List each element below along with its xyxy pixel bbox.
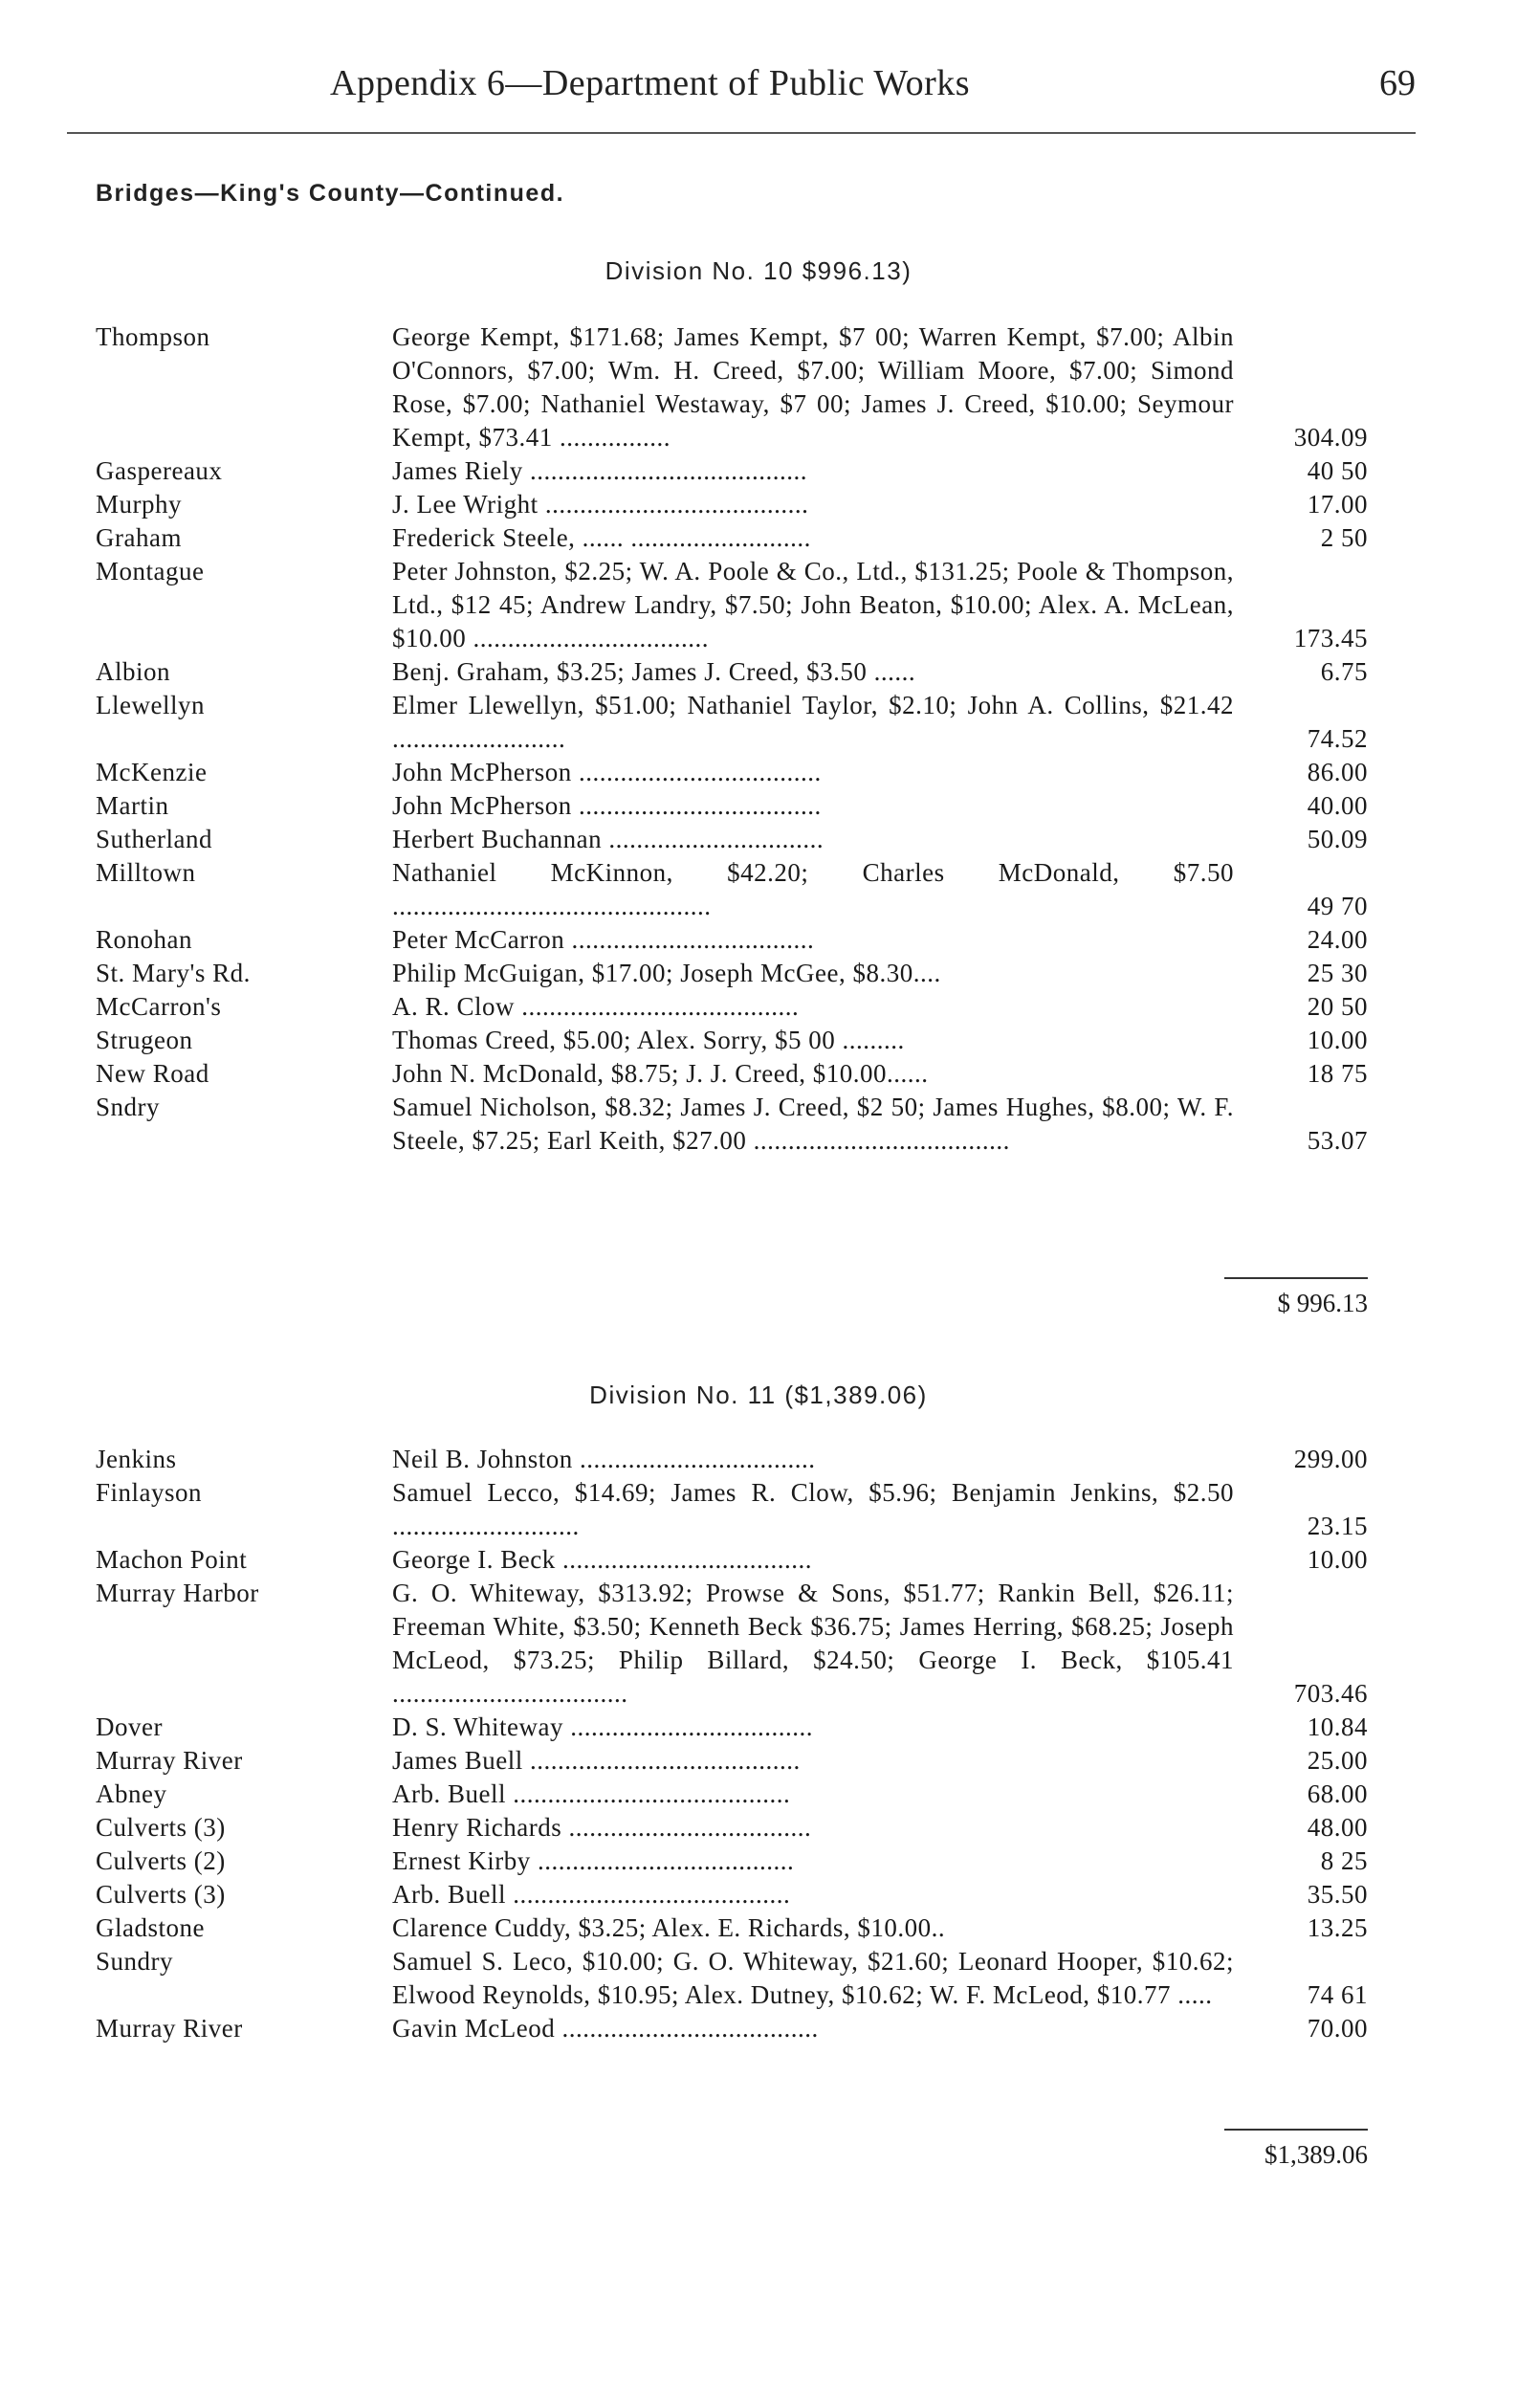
table-row (96, 756, 1368, 789)
place-name: St. Mary's Rd. (96, 959, 251, 987)
amount: 13.25 (1307, 1913, 1368, 1942)
place-name: Culverts (3) (96, 1880, 226, 1909)
place-name: Sutherland (96, 825, 212, 853)
amount: 24.00 (1307, 925, 1368, 954)
table-row (96, 823, 1368, 856)
payee-details: Samuel Nicholson, $8.32; James J. Creed, $2 50; James Hughes, $8.00; W. F. Steele, $7.25; Earl Keith, $27.00 ..................................... (392, 1093, 1234, 1155)
table-row (96, 1711, 1368, 1744)
table-row (96, 1911, 1368, 1945)
place-name: Ronohan (96, 925, 192, 954)
amount: 20 50 (1307, 992, 1368, 1021)
amount: 86.00 (1307, 758, 1368, 786)
table-row (96, 555, 1368, 655)
table-row (96, 856, 1368, 923)
payee-details: Clarence Cuddy, $3.25; Alex. E. Richards, $10.00.. (392, 1913, 946, 1942)
amount: 10.00 (1307, 1026, 1368, 1054)
table-row (96, 1443, 1368, 1476)
total-rule (1224, 1277, 1368, 1279)
payee-details: Thomas Creed, $5.00; Alex. Sorry, $5 00 ......... (392, 1026, 905, 1054)
amount: 8 25 (1320, 1846, 1368, 1875)
payee-details: Nathaniel McKinnon, $42.20; Charles McDonald, $7.50 .............................................. (392, 858, 1234, 920)
table-row (96, 990, 1368, 1024)
table-row (96, 789, 1368, 823)
amount: 25 30 (1307, 959, 1368, 987)
amount: 304.09 (1293, 423, 1368, 452)
payee-details: Samuel Lecco, $14.69; James R. Clow, $5.96; Benjamin Jenkins, $2.50 ........................... (392, 1478, 1234, 1540)
division-10-total (1224, 1277, 1368, 1318)
place-name: Murphy (96, 490, 182, 519)
table-row (96, 488, 1368, 521)
place-name: Strugeon (96, 1026, 193, 1054)
payee-details: D. S. Whiteway ................................... (392, 1712, 813, 1741)
amount: 10.84 (1307, 1712, 1368, 1741)
amount: 53.07 (1307, 1126, 1368, 1155)
place-name: Thompson (96, 322, 210, 351)
total-rule (1224, 2129, 1368, 2131)
table-row (96, 1057, 1368, 1091)
table-row (96, 1845, 1368, 1878)
division-10-total-value: $ 996.13 (1277, 1289, 1368, 1317)
payee-details: John McPherson ................................... (392, 791, 822, 820)
header-rule (67, 132, 1416, 134)
payee-details: Henry Richards ................................... (392, 1813, 812, 1842)
payee-details: Neil B. Johnston .................................. (392, 1445, 816, 1473)
place-name: Machon Point (96, 1545, 248, 1574)
place-name: Murray River (96, 2014, 243, 2043)
place-name: Gladstone (96, 1913, 205, 1942)
table-row (96, 1543, 1368, 1577)
payee-details: Benj. Graham, $3.25; James J. Creed, $3.50 ...... (392, 657, 916, 686)
payee-details: James Riely ........................................ (392, 456, 807, 485)
amount: 6.75 (1320, 657, 1368, 686)
amount: 703.46 (1293, 1679, 1368, 1708)
payee-details: James Buell ....................................... (392, 1746, 801, 1775)
table-row (96, 521, 1368, 555)
amount: 25.00 (1307, 1746, 1368, 1775)
page-number: 69 (1379, 63, 1416, 103)
table-row (96, 1744, 1368, 1778)
payee-details: George Kempt, $171.68; James Kempt, $7 00; Warren Kempt, $7.00; Albin O'Connors, $7.00; Wm. H. Creed, $7.00; William Moore, $7.00; Simond Rose, $7.00; Nathaniel Westaway, $7 00; James J. Creed, $10.00; Seymour Kempt, $73.41 ................ (392, 322, 1234, 452)
table-row (96, 689, 1368, 756)
amount: 23.15 (1307, 1512, 1368, 1540)
amount: 40 50 (1307, 456, 1368, 485)
payee-details: Ernest Kirby ..................................... (392, 1846, 795, 1875)
table-row (96, 655, 1368, 689)
amount: 49 70 (1307, 892, 1368, 920)
amount: 74.52 (1307, 724, 1368, 753)
place-name: Sundry (96, 1947, 174, 1976)
place-name: Sndry (96, 1093, 161, 1121)
amount: 299.00 (1293, 1445, 1368, 1473)
table-row (96, 1778, 1368, 1811)
table-row (96, 454, 1368, 488)
division-11-table (96, 1443, 1368, 2045)
payee-details: John McPherson ................................... (392, 758, 822, 786)
place-name: Murray Harbor (96, 1579, 259, 1607)
table-row (96, 957, 1368, 990)
table-row (96, 1476, 1368, 1543)
place-name: Gaspereaux (96, 456, 223, 485)
amount: 74 61 (1307, 1980, 1368, 2009)
place-name: Llewellyn (96, 691, 205, 719)
place-name: Montague (96, 557, 205, 585)
place-name: McCarron's (96, 992, 222, 1021)
place-name: Dover (96, 1712, 163, 1741)
amount: 48.00 (1307, 1813, 1368, 1842)
place-name: Martin (96, 791, 169, 820)
amount: 18 75 (1307, 1059, 1368, 1088)
payee-details: J. Lee Wright ...................................... (392, 490, 809, 519)
amount: 17.00 (1307, 490, 1368, 519)
division-10-title: Division No. 10 $996.13) (605, 256, 912, 285)
payee-details: John N. McDonald, $8.75; J. J. Creed, $10.00...... (392, 1059, 929, 1088)
payee-details: A. R. Clow ........................................ (392, 992, 800, 1021)
amount: 173.45 (1293, 624, 1368, 652)
payee-details: George I. Beck .................................... (392, 1545, 812, 1574)
payee-details: Arb. Buell ........................................ (392, 1880, 791, 1909)
payee-details: Frederick Steele, ...... .......................... (392, 523, 811, 552)
payee-details: G. O. Whiteway, $313.92; Prowse & Sons, $51.77; Rankin Bell, $26.11; Freeman White, $3.50; Kenneth Beck $36.75; James Herring, $68.25; Joseph McLeod, $73.25; Philip Billard, $24.50; George I. Beck, $105.41 .................................. (392, 1579, 1234, 1708)
payee-details: Elmer Llewellyn, $51.00; Nathaniel Taylor, $2.10; John A. Collins, $21.42 ......................... (392, 691, 1234, 753)
payee-details: Herbert Buchannan ............................... (392, 825, 824, 853)
section-subheading: Bridges—King's County—Continued. (96, 180, 565, 207)
payee-details: Gavin McLeod ..................................... (392, 2014, 819, 2043)
place-name: Milltown (96, 858, 196, 887)
table-row (96, 1024, 1368, 1057)
amount: 10.00 (1307, 1545, 1368, 1574)
place-name: Finlayson (96, 1478, 203, 1507)
place-name: Abney (96, 1779, 167, 1808)
place-name: Culverts (3) (96, 1813, 226, 1842)
payee-details: Samuel S. Leco, $10.00; G. O. Whiteway, $21.60; Leonard Hooper, $10.62; Elwood Reynolds, $10.95; Alex. Dutney, $10.62; W. F. McLeod, $10.77 ..... (392, 1947, 1234, 2009)
division-11-total-value: $1,389.06 (1264, 2140, 1368, 2169)
place-name: Albion (96, 657, 171, 686)
amount: 35.50 (1307, 1880, 1368, 1909)
table-row (96, 923, 1368, 957)
table-row (96, 1945, 1368, 2012)
division-10-table (96, 320, 1368, 1158)
payee-details: Peter McCarron ................................... (392, 925, 815, 954)
payee-details: Peter Johnston, $2.25; W. A. Poole & Co., Ltd., $131.25; Poole & Thompson, Ltd., $12 45; Andrew Landry, $7.50; John Beaton, $10.00; Alex. A. McLean, $10.00 .................................. (392, 557, 1234, 652)
page-title: Appendix 6—Department of Public Works (330, 63, 971, 103)
place-name: New Road (96, 1059, 209, 1088)
amount: 2 50 (1320, 523, 1368, 552)
payee-details: Philip McGuigan, $17.00; Joseph McGee, $8.30.... (392, 959, 941, 987)
table-row (96, 2012, 1368, 2045)
table-row (96, 1878, 1368, 1911)
amount: 50.09 (1307, 825, 1368, 853)
place-name: Murray River (96, 1746, 243, 1775)
table-row (96, 1577, 1368, 1711)
place-name: Jenkins (96, 1445, 177, 1473)
division-11-title: Division No. 11 ($1,389.06) (589, 1381, 928, 1409)
payee-details: Arb. Buell ........................................ (392, 1779, 791, 1808)
page-header (67, 57, 1416, 144)
amount: 40.00 (1307, 791, 1368, 820)
place-name: Culverts (2) (96, 1846, 226, 1875)
division-11-total (1224, 2129, 1368, 2170)
amount: 70.00 (1307, 2014, 1368, 2043)
place-name: McKenzie (96, 758, 208, 786)
table-row (96, 320, 1368, 454)
amount: 68.00 (1307, 1779, 1368, 1808)
table-row (96, 1811, 1368, 1845)
table-row (96, 1091, 1368, 1158)
place-name: Graham (96, 523, 182, 552)
